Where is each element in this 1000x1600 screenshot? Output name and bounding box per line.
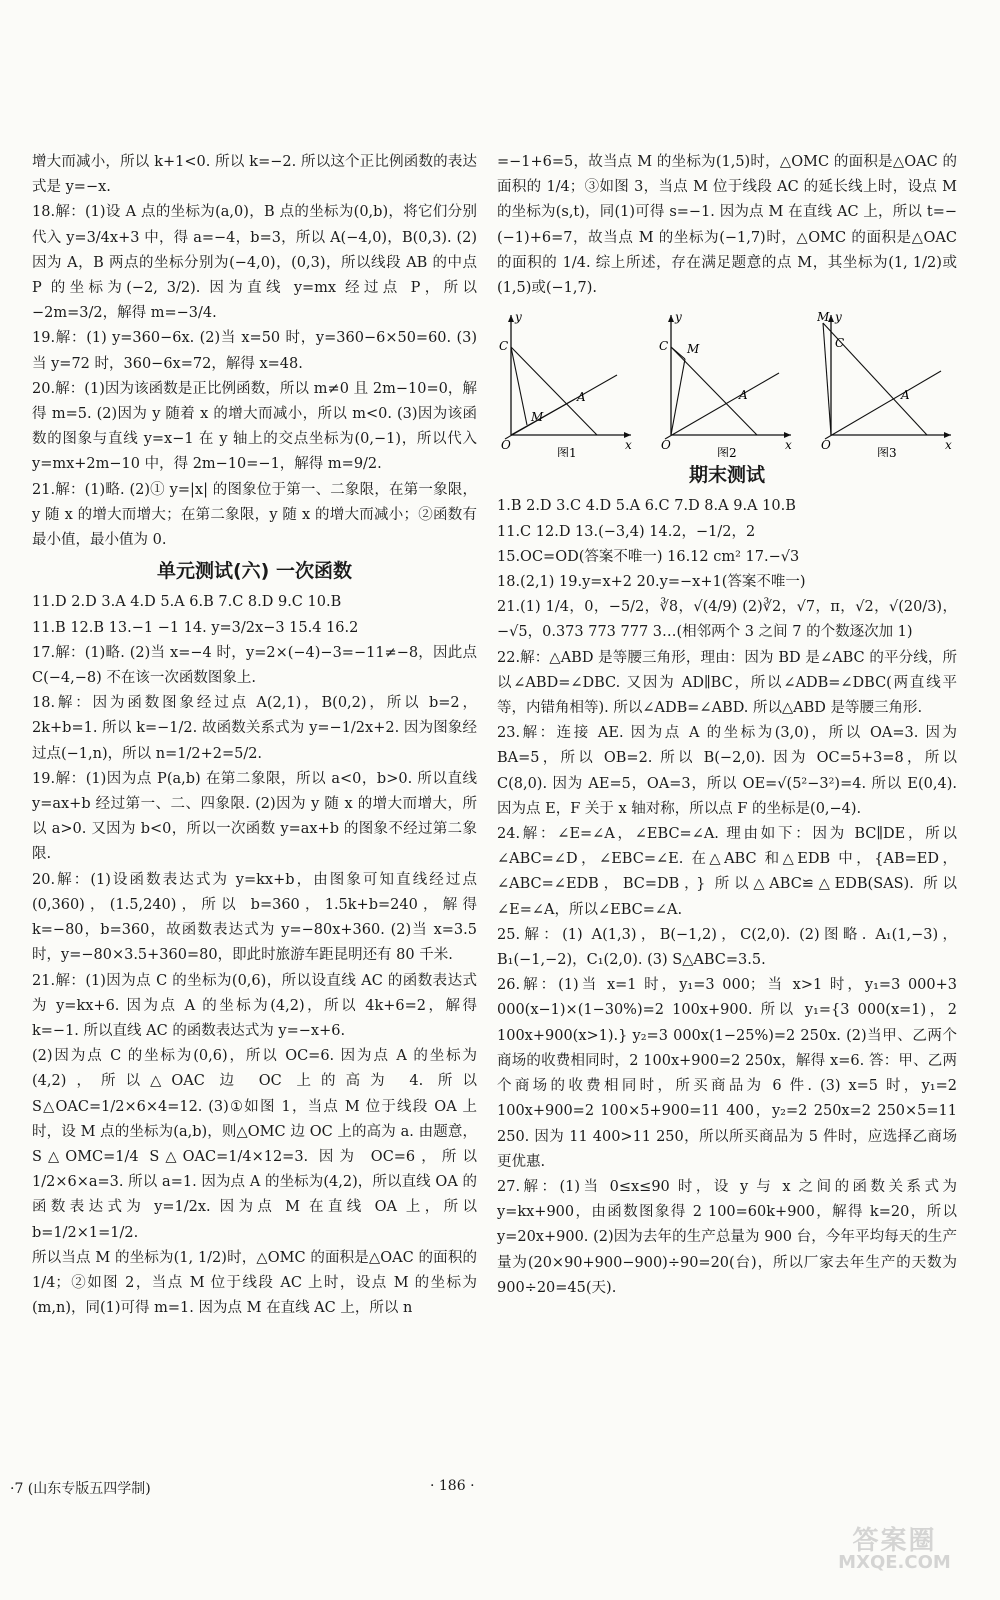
figure-2 — [657, 307, 797, 457]
point-c-label: C — [659, 339, 669, 354]
paragraph: 25.解：(1) A(1,3)，B(−1,2)，C(2,0). (2)图略. A₁(1,−3)，B₁(−1,−2)，C₁(2,0). (3) S△ABC=3.5. — [497, 926, 957, 969]
paragraph: =−1+6=5，故当点 M 的坐标为(1,5)时，△OMC 的面积是△OAC 的面积的 1/4；③如图 3，当点 M 位于线段 AC 的延长线上时，设点 M 的坐标为(s,t)，同(1)可得 s=−1. 因为点 M 在直线 AC 上，所以 t=−(−1)+6=7，故当点 M 的坐标为(−1,7)时，△OMC 的面积是△OAC 的面积的 1/4. 综上所述，存在满足题意的点 M，其坐标为(1, 1/2)或(1,5)或(−1,7). — [497, 154, 957, 297]
section-title: 单元测试(六) 一次函数 — [157, 560, 352, 583]
point-a-label: A — [577, 390, 586, 405]
paragraph: 19.解：(1) y=360−6x. (2)当 x=50 时，y=360−6×50=60. (3)当 y=72 时，360−6x=72，解得 x=48. — [32, 330, 477, 372]
paragraph: 22.解：△ABD 是等腰三角形，理由：因为 BD 是∠ABC 的平分线，所以∠ABD=∠DBC. 又因为 AD∥BC，所以∠ADB=∠DBC(两直线平等，内错角相等). 所以∠ADB=∠ABD. 所以△ABD 是等腰三角形. — [497, 649, 957, 717]
paragraph: 11.C 12.D 13.(−3,4) 14.2，−1/2，2 — [497, 523, 756, 540]
figure-row — [497, 307, 957, 457]
paragraph: 增大而减小，所以 k+1<0. 所以 k=−2. 所以这个正比例函数的表达式是 y=−x. — [32, 154, 477, 196]
y-axis-label: y — [675, 310, 682, 325]
paragraph: 24.解：∠E=∠A，∠EBC=∠A. 理由如下：因为 BC∥DE，所以∠ABC=∠D，∠EBC=∠E. 在△ABC 和△EDB 中，{AB=ED，∠ABC=∠EDB，BC=DB，} 所以△ABC≌△EDB(SAS). 所以∠E=∠A，所以∠EBC=∠A. — [497, 826, 957, 918]
paragraph: 21.解：(1)略. (2)① y=|x| 的图象位于第一、二象限，在第一象限，y 随 x 的增大而增大；在第二象限，y 随 x 的增大而减小；②函数有最小值，最小值为 0. — [32, 481, 477, 549]
paragraph: 21.(1) 1/4，0，−5/2，∛8，√(4/9) (2)∛2，√7，π，√2，√(20/3)，−√5，0.373 773 777 3…(相邻两个 3 之间 7 的个数逐次加 1) — [497, 599, 957, 641]
x-axis-label: x — [785, 438, 792, 453]
paragraph: 26.解：(1)当 x=1 时，y₁=3 000；当 x>1 时，y₁=3 000+3 000(x−1)×(1−30%)=2 100x+900. 所以 y₁={3 000(x=1)，2 100x+900(x>1).} y₂=3 000x(1−25%)=2 250x. (2)当甲、乙两个商场的收费相同时，2 100x+900=2 250x，解得 x=6. 答：甲、乙两个商场的收费相同时，所买商品为 6 件. (3) x=5 时，y₁=2 100x+900=2 100×5+900=11 400，y₂=2 250x=2 250×5=11 250. 因为 11 400>11 250，所以所买商品为 5 件时，应选择乙商场更优惠. — [497, 977, 957, 1170]
paragraph: 18.解：因为函数图象经过点 A(2,1)，B(0,2)，所以 b=2，2k+b=1. 所以 k=−1/2. 故函数关系式为 y=−1/2x+2. 因为图象经过点(−1,n)，所以 n=1/2+2=5/2. — [32, 695, 477, 762]
figure-caption: 图2 — [717, 446, 737, 458]
paragraph: 18.(2,1) 19.y=x+2 20.y=−x+1(答案不唯一) — [497, 574, 806, 591]
watermark-title: 答案圈 — [852, 1526, 937, 1556]
paragraph: 17.解：(1)略. (2)当 x=−4 时，y=2×(−4)−3=−11≠−8，因此点 C(−4,−8) 不在该一次函数图象上. — [32, 644, 477, 687]
paragraph: 1.B 2.D 3.C 4.D 5.A 6.C 7.D 8.A 9.A 10.B — [497, 498, 796, 515]
paragraph: 所以当点 M 的坐标为(1, 1/2)时，△OMC 的面积是△OAC 的面积的 1/4；②如图 2，当点 M 位于线段 AC 上时，设点 M 的坐标为(m,n)，同(1)可得 m=1. 因为点 M 在直线 AC 上，所以 n — [32, 1249, 477, 1317]
y-axis-label: y — [515, 310, 522, 325]
paragraph: 11.D 2.D 3.A 4.D 5.A 6.B 7.C 8.D 9.C 10.B — [32, 594, 342, 611]
paragraph: 20.解：(1)设函数表达式为 y=kx+b，由图象可知直线经过点(0,360)，(1.5,240)，所以 b=360，1.5k+b=240，解得 k=−80，b=360，故函数表达式为 y=−80x+360. (2)当 x=3.5 时，y=−80×3.5+360=80，即此时旅游车距昆明还有 80 千米. — [32, 871, 477, 964]
paragraph: 23.解：连接 AE. 因为点 A 的坐标为(3,0)，所以 OA=3. 因为 BA=5，所以 OB=2. 所以 B(−2,0). 因为 OC=5+3=8，所以 C(8,0). 因为 AE=5，OA=3，所以 OE=√(5²−3²)=4. 所以 E(0,4). 因为点 E，F 关于 x 轴对称，所以点 F 的坐标是(0,−4). — [497, 725, 957, 817]
exam-title: 期末测试 — [688, 464, 765, 487]
point-c-label: C — [835, 336, 845, 351]
origin-label: O — [501, 438, 511, 453]
x-axis-label: x — [625, 438, 632, 453]
watermark-url: MXQE.COM — [838, 1552, 951, 1573]
paragraph: 15.OC=OD(答案不唯一) 16.12 cm² 17.−√3 — [497, 548, 800, 565]
figure-caption: 图1 — [557, 446, 577, 458]
left-column — [32, 150, 477, 1321]
point-a-label: A — [739, 388, 748, 403]
right-column — [497, 150, 957, 1301]
figure-caption: 图3 — [877, 446, 897, 458]
y-axis-label: y — [835, 310, 842, 325]
paragraph: 11.B 12.B 13.−1 −1 14. y=3/2x−3 15.4 16.2 — [32, 619, 359, 636]
origin-label: O — [661, 438, 671, 453]
paragraph: 21.解：(1)因为点 C 的坐标为(0,6)，所以设直线 AC 的函数表达式为 y=kx+6. 因为点 A 的坐标为(4,2)，所以 4k+6=2，解得 k=−1. 所以直线 AC 的函数表达式为 y=−x+6. — [32, 972, 477, 1039]
paragraph: 18.解：(1)设 A 点的坐标为(a,0)，B 点的坐标为(0,b)，将它们分别代入 y=3/4x+3 中，得 a=−4，b=3，所以 A(−4,0)，B(0,3). (2)因为 A，B 两点的坐标分别为(−4,0)，(0,3)，所以线段 AB 的中点 P 的坐标为(−2, 3/2). 因为直线 y=mx 经过点 P，所以 −2m=3/2，解得 m=−3/4. — [32, 204, 477, 322]
origin-label: O — [821, 438, 831, 453]
paragraph: 20.解：(1)因为该函数是正比例函数，所以 m≠0 且 2m−10=0，解得 m=5. (2)因为 y 随着 x 的增大而减小，所以 m<0. (3)因为该函数的图象与直线 y=x−1 在 y 轴上的交点坐标为(0,−1)，所以代入 y=mx+2m−10 中，得 2m−10=−1，解得 m=9/2. — [32, 380, 477, 473]
point-m-label: M — [817, 310, 830, 325]
point-c-label: C — [499, 339, 509, 354]
watermark-logo — [807, 1520, 982, 1580]
footer-edition: ·7 (山东专版五四学制) — [10, 1481, 151, 1497]
x-axis-label: x — [945, 438, 952, 453]
point-a-label: A — [901, 388, 910, 403]
figure-3 — [817, 307, 957, 457]
figure-1 — [497, 307, 637, 457]
paragraph: (2)因为点 C 的坐标为(0,6)，所以 OC=6. 因为点 A 的坐标为(4,2)，所以△OAC 边 OC 上的高为 4. 所以 S△OAC=1/2×6×4=12. (3)①如图 1，当点 M 位于线段 OA 上时，设 M 点的坐标为(a,b)，则△OMC 边 OC 上的高为 a. 由题意，S△OMC=1/4 S△OAC=1/4×12=3. 因为 OC=6，所以 1/2×6×a=3. 所以 a=1. 因为点 A 的坐标为(4,2)，所以直线 OA 的函数表达式为 y=1/2x. 因为点 M 在直线 OA 上，所以 b=1/2×1=1/2. — [32, 1048, 477, 1241]
point-m-label: M — [531, 410, 544, 425]
paragraph: 19.解：(1)因为点 P(a,b) 在第二象限，所以 a<0，b>0. 所以直线 y=ax+b 经过第一、二、四象限. (2)因为 y 随 x 的增大而增大，所以 a>0. 又因为 b<0，所以一次函数 y=ax+b 的图象不经过第二象限. — [32, 770, 477, 863]
page-number: · 186 · — [430, 1478, 475, 1494]
paragraph: 27.解：(1)当 0≤x≤90 时，设 y 与 x 之间的函数关系式为 y=kx+900，由函数图象得 2 100=60k+900，解得 k=20，所以 y=20x+900. (2)因为去年的生产总量为 900 台，今年平均每天的生产量为(20×90+900−900)÷90=20(台)，所以厂家去年生产的天数为 900÷20=45(天). — [497, 1178, 957, 1296]
point-m-label: M — [687, 342, 700, 357]
